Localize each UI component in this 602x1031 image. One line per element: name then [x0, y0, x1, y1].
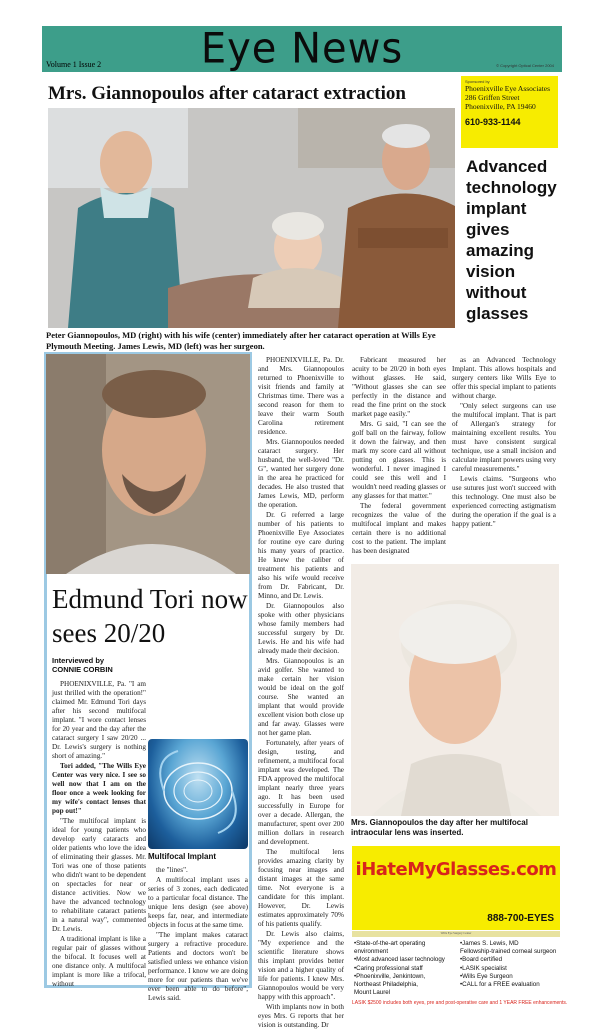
main-photo-illustration [48, 108, 455, 328]
paragraph: "Only select surgeons can use the multifocal implant. That is part of Allergan's strategy for maintaining excellent results. You must have consistent surgical technique, use a small incision and calculate implant powers using very careful measurements." [452, 402, 556, 473]
sponsor-phone: 610-933-1144 [465, 117, 521, 127]
headline: Mrs. Giannopoulos after cataract extraction [48, 83, 406, 104]
paragraph: Lewis claims. "Surgeons who use sutures just won't succeed with this technology. One must also be experienced correcting astigmatism during the operation if the goal is a happy patient." [452, 475, 556, 528]
tori-photo-illustration [46, 354, 250, 574]
feature-item: •Phoenixville, Jenkintown, [354, 972, 426, 980]
paragraph: Mrs. Giannopoulos is an avid golfer. She wanted to make certain her vision would be ideal on the golf course. She wanted an implant that would provide excellent vision both close up and far away. Glasses were not her game plan. [258, 657, 344, 737]
lens-illustration [148, 739, 248, 849]
sponsor-name: Phoenixville Eye Associates [465, 84, 550, 93]
paragraph: "The multifocal implant is ideal for young patients who develop early cataracts and older patients who love the idea of eliminating their glasses. Mr. Tori was one of those patients who didn't want to be dependent on spectacles for near or distance activities. Now we have the advanced technology to rehabilitate cataract patients in a natural way", commented Dr. Lewis. [52, 817, 146, 933]
tori-column-1 [52, 680, 146, 990]
paragraph: the "lines". [156, 866, 188, 874]
paragraph: Tori added, "The Wills Eye Center was very nice. I see so well now that I am on the floor once a week looking for my wife's contact lenses that pop out!" [52, 762, 146, 815]
feature-item: •CALL for a FREE evaluation [460, 981, 540, 989]
main-photo-caption: Peter Giannopoulos, MD (right) with his wife (center) immediately after her cataract operation at Wills Eye Plymouth Meeting. James Lewis, MD (left) was her surgeon. [46, 330, 436, 351]
sponsor-label: Sponsored by [465, 79, 490, 84]
feature-item: •Wills Eye Surgeon [460, 972, 513, 980]
feature-item: •LASIK specialist [460, 964, 507, 972]
ad-box [352, 846, 560, 930]
volume-issue: Volume 1 Issue 2 [46, 60, 102, 69]
features-list [352, 938, 560, 998]
feature-item: •Most advanced laser technology [354, 956, 445, 964]
feature-item: Fellowship-trained corneal surgeon [460, 948, 557, 956]
sponsor-box [461, 76, 558, 148]
feature-item: Mount Laurel [354, 989, 391, 997]
tori-photo [46, 354, 250, 574]
ad-title: iHateMyGlasses.com [355, 859, 557, 880]
tori-title: Edmund Tori now sees 20/20 [52, 584, 248, 648]
features-left-column [354, 940, 458, 997]
sponsor-city: Phoenixville, PA 19460 [465, 102, 536, 111]
features-right-column [460, 940, 564, 989]
paragraph: Fabricant measured her acuity to be 20/20 in both eyes without glasses. He said, "Without glasses she can see perfectly in the distance and read the fine print on the stock market page easily." [352, 356, 446, 418]
masthead [42, 26, 562, 72]
paragraph: PHOENIXVILLE, Pa. Dr. and Mrs. Giannopoulos returned to Phoenixville to visit friends and family at Christmas time. There was a second reason for them to leave their warm South Carolina retirement residence. [258, 356, 344, 436]
mrs-giannopoulos-photo [351, 564, 559, 816]
lens-caption: Multifocal Implant [148, 852, 216, 861]
paragraph: The multifocal lens provides amazing clarity by focusing near images and distant images at the same time. Not everyone is a candidate for this implant. However, Dr. Lewis estimates approximately 70% of his patients qualify. [258, 848, 344, 928]
ad-footer: LASIK $2500 includes both eyes, pre and post-operative care and 1 YEAR FREE enhancements. [352, 1000, 568, 1006]
feature-item: •Board certified [460, 956, 503, 964]
paragraph: Fortunately, after years of design, testing, and refinement, a multifocal focal implant was developed. The FDA approved the multifocal implant nearly three years ago. It has been used successfully in Europe for over a decade. Allergan, the manufacturer, spent over 200 million dollars in research and development. [258, 739, 344, 846]
paragraph: PHOENIXVILLE, Pa. "I am just thrilled with the operation!" claimed Mr. Edmund Tori days after his second multifocal implant. "I wore contact lenses for 20 year and the day after the cataract surgery I saw 20/20 ... Dr. Lewis's surgery is nothing short of amazing." [52, 680, 146, 760]
promo-text: Advanced technology implant gives amazing vision without glasses [466, 157, 557, 323]
feature-item: •James S. Lewis, MD [460, 940, 519, 947]
paragraph: Dr. Giannopoulos also spoke with other physicians whose family members had successful surgery by Dr. Lewis. He and his wife had already made their decision. [258, 602, 344, 655]
feature-item: •State-of-the-art operating environment [354, 940, 426, 956]
paragraph: Dr. G referred a large number of his patients to Phoenixville Eye Associates for routine eye care during his many years of practice. He knew the caliber of treatment his patients and also his wife would receive from Dr. Fabricant, Dr. Minno, and Dr. Lewis. [258, 511, 344, 600]
paragraph: as an Advanced Technology Implant. This allows hospitals and surgery centers like Wills Eye to offer this special implant to patients without charge. [452, 356, 556, 400]
masthead-title: Eye News [200, 24, 404, 74]
byline [52, 656, 252, 674]
features-bar: Wills Eye Surgery Center [352, 931, 560, 937]
mrs-photo-illustration [351, 564, 559, 816]
paragraph: "The implant makes cataract surgery a refractive procedure. Patients and doctors won't be satisfied unless we enhance vision performance. I know we are doing more for our patients than we've ever been able to do before", Lewis said. [148, 931, 248, 1002]
copyright: © Copyright Optical Center 2004 [496, 63, 554, 68]
byline-label: Interviewed by [52, 656, 105, 665]
paragraph: Mrs. G said, "I can see the golf ball on the fairway, follow it down the fairway, and then mark my score card all without putting on glasses. This is wonderful. I never imagined I could see this well and I wouldn't need reading glasses or any glasses for that matter." [352, 420, 446, 500]
feature-item: Northeast Philadelphia, [354, 981, 418, 989]
paragraph: A traditional implant is like a regular pair of glasses without the bifocal. It focuses well at one distance only. A multifocal implant is more like a trifocal, without [52, 935, 146, 988]
paragraph: Dr. Lewis also claims, "My experience and the scientific literature shows this implant provides better vision and a higher quality of life for patients. I knew Mrs. Giannopoulos would be very happy with this approach". [258, 930, 344, 1001]
ad-phone: 888-700-EYES [487, 913, 554, 924]
multifocal-lens-image [148, 739, 248, 849]
giannopoulos-column-2 [352, 356, 446, 557]
byline-name: CONNIE CORBIN [52, 665, 113, 674]
paragraph: The federal government recognizes the value of the multifocal implant and makes certain there is no additional cost to the patient. The implant has been designated [352, 502, 446, 555]
giannopoulos-column-3 [452, 356, 556, 530]
mrs-photo-caption: Mrs. Giannopoulos the day after her multifocal intraocular lens was inserted. [351, 818, 528, 837]
sponsor-street: 286 Griffen Street [465, 93, 520, 102]
giannopoulos-column-1 [258, 356, 344, 1031]
paragraph: A multifocal implant uses a series of 3 zones, each dedicated to a particular focal distance. The unique lens design (see above) keeps far, near, and intermediate objects in focus at the same time. [148, 876, 248, 929]
feature-item: •Caring professional staff [354, 964, 423, 972]
tori-column-2 [148, 866, 248, 1004]
paragraph: With implants now in both eyes Mrs. G reports that her vision is outstanding. Dr [258, 1003, 344, 1029]
main-photo [48, 108, 455, 328]
paragraph: Mrs. Giannopoulos needed cataract surgery. Her husband, the well-loved "Dr. G", wanted her surgery done in the area he practiced for decades. He also trusted that James Lewis, MD, perform the operation. [258, 438, 344, 509]
